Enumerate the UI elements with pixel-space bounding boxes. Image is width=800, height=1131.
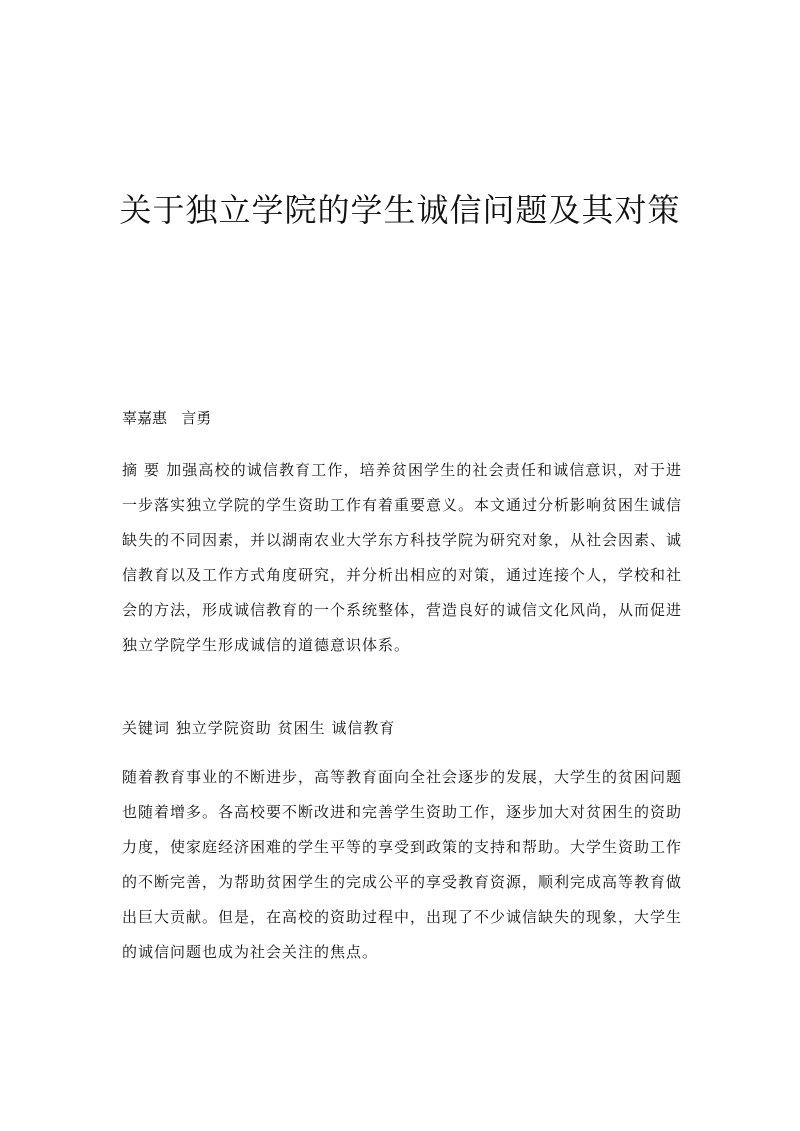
abstract-label: 摘 要: [122, 461, 161, 479]
keywords-label: 关键词: [122, 719, 171, 737]
keywords-text: 独立学院资助 贫困生 诚信教育: [175, 719, 396, 737]
document-title: 关于独立学院的学生诚信问题及其对策: [119, 191, 681, 229]
abstract-text: 加强高校的诚信教育工作，培养贫困学生的社会责任和诚信意识，对于进一步落实独立学院的学生资助工作有着重要意义。本文通过分析影响贫困生诚信缺失的不同因素，并以湖南农业大学东方科技学院为研究对象，从社会因素、诚信教育以及工作方式角度研究，并分析出相应的对策，通过连接个人，学校和社会的方法，形成诚信教育的一个系统整体，营造良好的诚信文化风尚，从而促进独立学院学生形成诚信的道德意识体系。: [122, 461, 683, 654]
intro-paragraph: 随着教育事业的不断进步，高等教育面向全社会逐步的发展，大学生的贫困问题也随着增多。各高校要不断改进和完善学生资助工作，逐步加大对贫困生的资助力度，使家庭经济困难的学生平等的享受到政策的支持和帮助。大学生资助工作的不断完善，为帮助贫困学生的完成公平的享受教育资源，顺利完成高等教育做出巨大贡献。但是，在高校的资助过程中，出现了不少诚信缺失的现象，大学生的诚信问题也成为社会关注的焦点。: [122, 768, 683, 961]
author-line: 辜嘉惠 言勇: [122, 409, 212, 427]
abstract-paragraph: [122, 453, 682, 663]
keywords-line: [122, 711, 682, 746]
